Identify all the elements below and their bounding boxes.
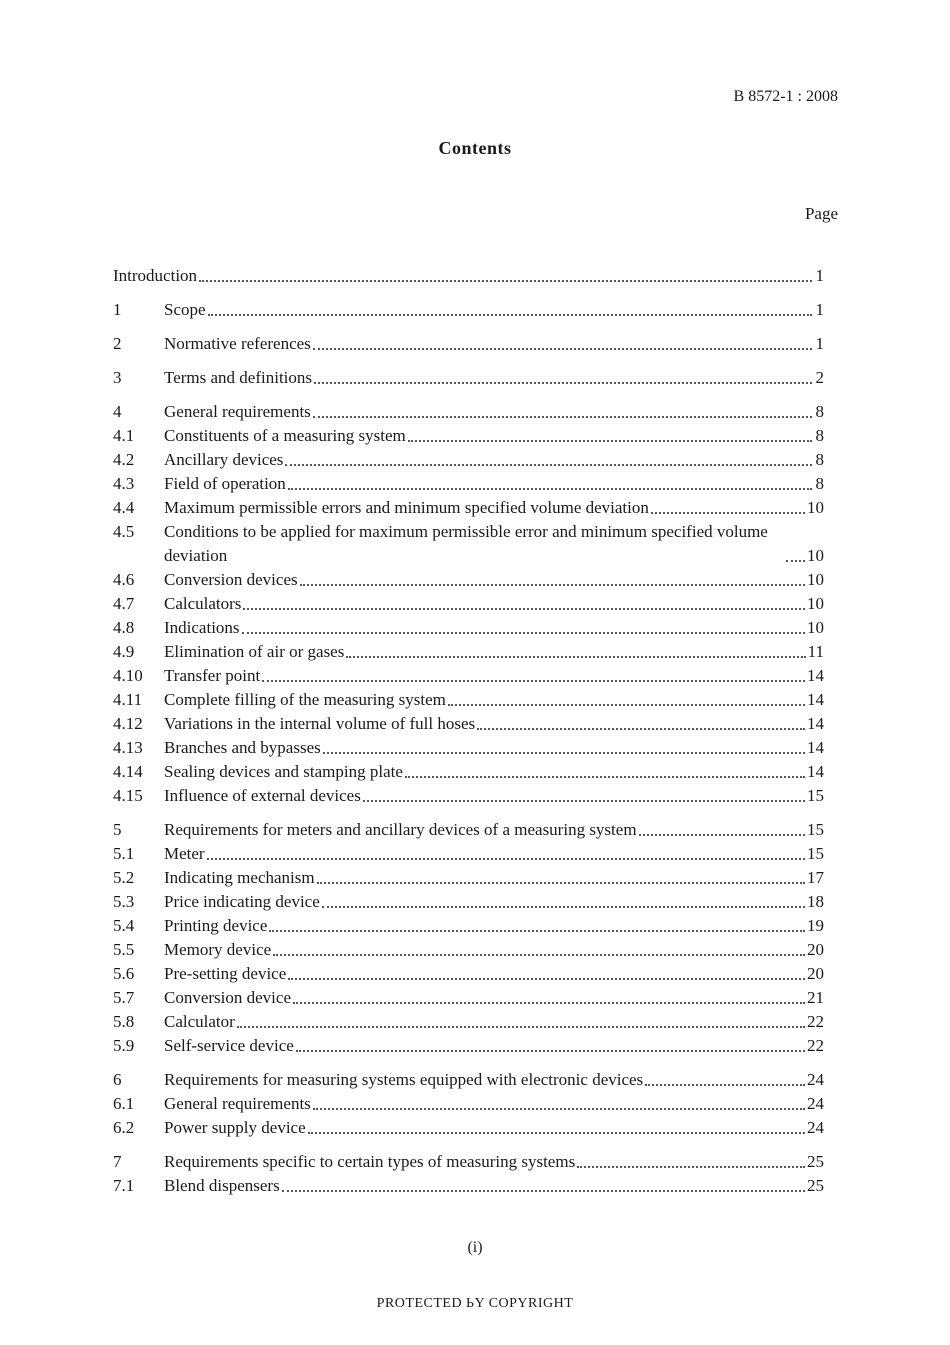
toc-number: 5.5 [113, 940, 135, 959]
toc-page: 10 [807, 594, 824, 613]
toc-label: Elimination of air or gases [164, 642, 345, 661]
toc-label: Price indicating device [164, 892, 320, 911]
toc-label: Requirements for measuring systems equipped with electronic devices [164, 1070, 644, 1089]
toc-number: 6.2 [113, 1118, 135, 1137]
toc-number: 4.5 [113, 522, 135, 541]
toc-entry[interactable] [113, 1116, 824, 1140]
toc-label: Scope [164, 300, 206, 319]
toc-entry[interactable] [113, 298, 824, 322]
toc-number: 5.8 [113, 1012, 135, 1031]
toc-page: 15 [807, 786, 824, 805]
copyright-notice: PROTECTED ЬY COPYRIGHT [376, 1296, 574, 1311]
toc-entry[interactable] [113, 866, 824, 890]
toc-entry[interactable] [113, 568, 824, 592]
toc-label: Sealing devices and stamping plate [164, 762, 403, 781]
toc-number: 4.12 [113, 714, 143, 733]
toc-page: 10 [807, 546, 824, 565]
toc-label: Terms and definitions [164, 368, 313, 387]
toc-label: Normative references [164, 334, 311, 353]
toc-entry[interactable] [113, 448, 824, 472]
toc-label: Introduction [113, 266, 198, 285]
toc-entry[interactable] [113, 520, 824, 568]
table-of-contents [113, 264, 824, 1198]
toc-page: 24 [807, 1094, 824, 1113]
toc-label: Self-service device [164, 1036, 294, 1055]
toc-number: 5 [113, 820, 122, 839]
toc-number: 6 [113, 1070, 122, 1089]
toc-page: 25 [807, 1176, 824, 1195]
toc-label: Variations in the internal volume of full hoses [164, 714, 476, 733]
toc-number: 3 [113, 368, 122, 387]
toc-label: Power supply device [164, 1118, 306, 1137]
toc-page: 10 [807, 498, 824, 517]
toc-label: Requirements for meters and ancillary devices of a measuring system [164, 820, 637, 839]
toc-entry[interactable] [113, 366, 824, 390]
toc-label: Field of operation [164, 474, 286, 493]
toc-number: 4.14 [113, 762, 143, 781]
toc-number: 4.13 [113, 738, 143, 757]
toc-page: 15 [807, 820, 824, 839]
toc-number: 4.4 [113, 498, 135, 517]
toc-label: Conversion device [164, 988, 291, 1007]
toc-entry[interactable] [113, 1092, 824, 1116]
toc-number: 5.6 [113, 964, 135, 983]
toc-entry[interactable] [113, 640, 824, 664]
toc-page: 18 [807, 892, 824, 911]
toc-page: 8 [815, 450, 824, 469]
toc-label: Transfer point [164, 666, 261, 685]
toc-page: 21 [807, 988, 824, 1007]
toc-entry[interactable] [113, 712, 824, 736]
toc-number: 4.15 [113, 786, 143, 805]
toc-label: Influence of external devices [164, 786, 361, 805]
toc-page: 14 [807, 690, 824, 709]
toc-page: 20 [807, 964, 824, 983]
toc-number: 5.2 [113, 868, 135, 887]
toc-entry[interactable] [113, 664, 824, 688]
toc-number: 4.3 [113, 474, 135, 493]
toc-number: 5.1 [113, 844, 135, 863]
toc-number: 5.4 [113, 916, 135, 935]
toc-label: Indicating mechanism [164, 868, 315, 887]
page-title: Contents [438, 138, 512, 158]
toc-label: Blend dispensers [164, 1176, 280, 1195]
toc-page: 8 [815, 474, 824, 493]
toc-label: Conversion devices [164, 570, 298, 589]
toc-entry[interactable] [113, 332, 824, 356]
toc-entry[interactable] [113, 760, 824, 784]
toc-entry[interactable] [113, 616, 824, 640]
toc-number: 4.8 [113, 618, 135, 637]
toc-page: 10 [807, 618, 824, 637]
footer-page-number: (i) [467, 1239, 483, 1256]
toc-entry[interactable] [113, 938, 824, 962]
toc-number: 5.9 [113, 1036, 135, 1055]
toc-entry[interactable] [113, 818, 824, 842]
toc-number: 4.2 [113, 450, 135, 469]
document-number: B 8572-1 : 2008 [733, 88, 838, 105]
toc-page: 14 [807, 738, 824, 757]
toc-label: Conditions to be applied for maximum permissible error and minimum specified volume deviation [164, 522, 768, 565]
toc-label: Calculators [164, 594, 242, 613]
toc-label: Complete filling of the measuring system [164, 690, 446, 709]
toc-number: 2 [113, 334, 122, 353]
toc-page: 1 [815, 300, 824, 319]
toc-entry[interactable] [113, 264, 824, 288]
page-column-label: Page [804, 204, 838, 223]
toc-number: 7 [113, 1152, 122, 1171]
toc-entry[interactable] [113, 962, 824, 986]
toc-label: Memory device [164, 940, 272, 959]
toc-page: 14 [807, 666, 824, 685]
toc-number: 6.1 [113, 1094, 135, 1113]
toc-label: General requirements [164, 402, 311, 421]
toc-label: Indications [164, 618, 240, 637]
toc-entry[interactable] [113, 688, 824, 712]
toc-number: 4.10 [113, 666, 143, 685]
toc-number: 4.6 [113, 570, 135, 589]
toc-label: Meter [164, 844, 205, 863]
toc-page: 2 [815, 368, 824, 387]
toc-number: 5.3 [113, 892, 135, 911]
toc-entry[interactable] [113, 914, 824, 938]
toc-page: 8 [815, 426, 824, 445]
toc-entry[interactable] [113, 1010, 824, 1034]
toc-label: Constituents of a measuring system [164, 426, 406, 445]
toc-number: 4.11 [113, 690, 143, 709]
toc-entry[interactable] [113, 1068, 824, 1092]
toc-label: General requirements [164, 1094, 311, 1113]
toc-page: 14 [807, 762, 824, 781]
toc-page: 15 [807, 844, 824, 863]
toc-number: 1 [113, 300, 122, 319]
toc-label: Calculator [164, 1012, 235, 1031]
toc-entry[interactable] [113, 1150, 824, 1174]
toc-page: 1 [815, 266, 824, 285]
toc-page: 22 [807, 1012, 824, 1031]
toc-page: 24 [807, 1070, 824, 1089]
toc-entry[interactable] [113, 496, 824, 520]
toc-label: Requirements specific to certain types of measuring systems [164, 1152, 576, 1171]
toc-number: 5.7 [113, 988, 135, 1007]
toc-entry[interactable] [113, 842, 824, 866]
toc-entry[interactable] [113, 472, 824, 496]
toc-number: 4 [113, 402, 122, 421]
toc-label: Pre-setting device [164, 964, 287, 983]
toc-entry[interactable] [113, 1034, 824, 1058]
toc-page: 10 [807, 570, 824, 589]
toc-entry[interactable] [113, 1174, 824, 1198]
toc-page: 19 [807, 916, 824, 935]
toc-page: 25 [807, 1152, 824, 1171]
toc-page: 20 [807, 940, 824, 959]
toc-page: 22 [807, 1036, 824, 1055]
toc-label: Printing device [164, 916, 268, 935]
toc-entry[interactable] [113, 890, 824, 914]
toc-page: 14 [807, 714, 824, 733]
toc-page: 17 [807, 868, 824, 887]
toc-entry[interactable] [113, 736, 824, 760]
toc-entry[interactable] [113, 986, 824, 1010]
toc-page: 24 [807, 1118, 824, 1137]
toc-label: Branches and bypasses [164, 738, 321, 757]
toc-number: 4.7 [113, 594, 135, 613]
toc-page: 1 [815, 334, 824, 353]
toc-entry[interactable] [113, 424, 824, 448]
toc-number: 4.1 [113, 426, 135, 445]
toc-entry[interactable] [113, 784, 824, 808]
toc-label: Ancillary devices [164, 450, 284, 469]
toc-entry[interactable] [113, 400, 824, 424]
toc-page: 11 [807, 642, 824, 661]
toc-page: 8 [815, 402, 824, 421]
toc-number: 7.1 [113, 1176, 135, 1195]
toc-label: Maximum permissible errors and minimum specified volume deviation [164, 498, 649, 517]
toc-number: 4.9 [113, 642, 135, 661]
toc-entry[interactable] [113, 592, 824, 616]
